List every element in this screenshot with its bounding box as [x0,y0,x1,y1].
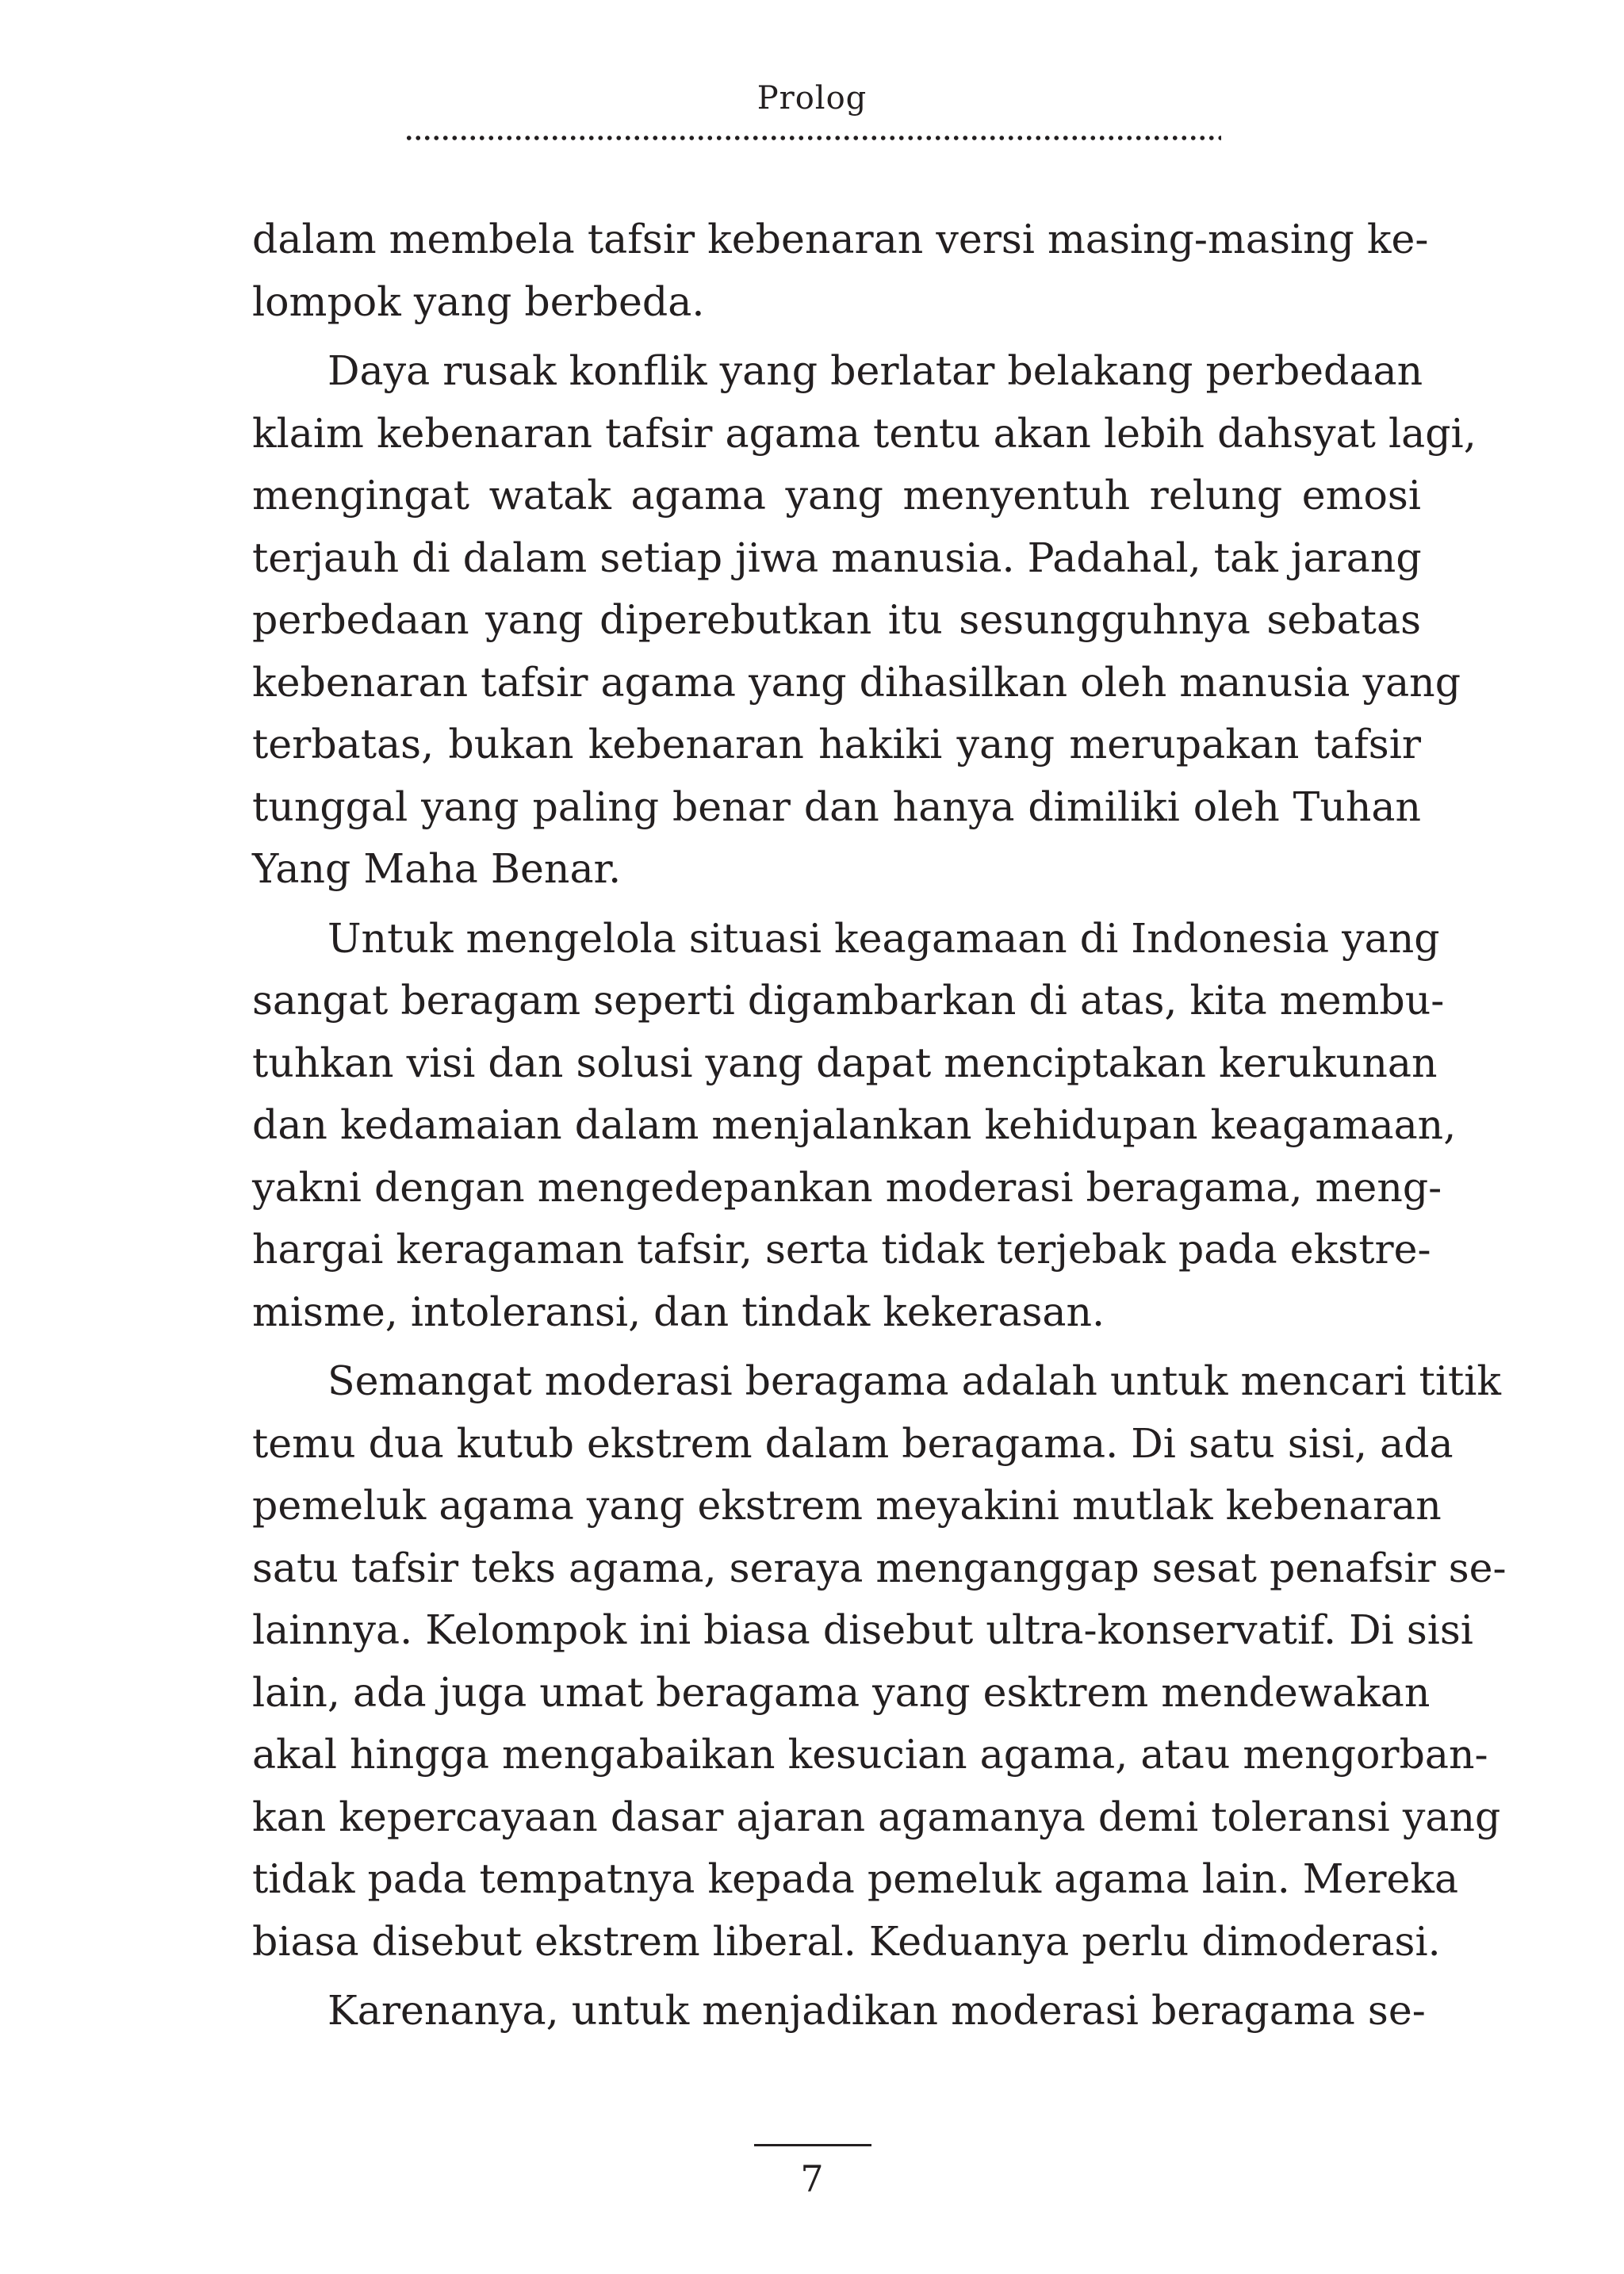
header-dotted-rule [404,135,1221,141]
text-line: klaim kebenaran tafsir agama tentu akan lebih dahsyat lagi, [252,409,1477,457]
text-line: mengingat watak agama yang menyentuh relung emosi [252,472,1421,519]
text-line: kan kepercayaan dasar ajaran agamanya demi toleransi yang [252,1793,1501,1840]
page-number-rule [754,2144,871,2146]
paragraph [252,209,1429,333]
text-line: pemeluk agama yang ekstrem meyakini mutlak kebenaran [252,1482,1442,1529]
text-line: tidak pada tempatnya kepada pemeluk agama lain. Mereka [252,1855,1459,1902]
page-number: 7 [800,2157,824,2200]
text-line: misme, intoleransi, dan tindak kekerasan. [252,1288,1105,1335]
text-line: Karenanya, untuk menjadikan moderasi beragama se- [327,1987,1426,2034]
text-line: Untuk mengelola situasi keagamaan di Indonesia yang [327,914,1440,962]
text-line: lain, ada juga umat beragama yang esktrem mendewakan [252,1668,1431,1716]
text-line: terbatas, bukan kebenaran hakiki yang merupakan tafsir [252,721,1421,768]
text-line: lompok yang berbeda. [252,278,705,325]
paragraph [252,1980,1426,2042]
body-text [252,209,1507,2050]
text-line: Daya rusak konflik yang berlatar belakang perbedaan [327,347,1423,394]
text-line: terjauh di dalam setiap jiwa manusia. Padahal, tak jarang [252,534,1422,581]
text-line: tunggal yang paling benar dan hanya dimiliki oleh Tuhan [252,783,1421,830]
paragraph [252,1350,1507,1973]
running-head-title: Prolog [756,80,868,117]
text-line: satu tafsir teks agama, seraya menganggap sesat penafsir se- [252,1544,1507,1591]
text-line: perbedaan yang diperebutkan itu sesungguhnya sebatas [252,596,1421,643]
text-line: biasa disebut ekstrem liberal. Keduanya perlu dimoderasi. [252,1917,1441,1965]
text-line: sangat beragam seperti digambarkan di atas, kita membu- [252,977,1445,1024]
text-line: akal hingga mengabaikan kesucian agama, atau mengorban- [252,1731,1488,1778]
text-line: yakni dengan mengedepankan moderasi beragama, meng- [252,1163,1442,1211]
text-line: kebenaran tafsir agama yang dihasilkan oleh manusia yang [252,658,1461,706]
text-line: tuhkan visi dan solusi yang dapat menciptakan kerukunan [252,1039,1438,1086]
text-line: Semangat moderasi beragama adalah untuk mencari titik [327,1357,1502,1404]
text-line: lainnya. Kelompok ini biasa disebut ultra-konservatif. Di sisi [252,1606,1473,1653]
paragraph [252,908,1457,1344]
text-line: temu dua kutub ekstrem dalam beragama. Di satu sisi, ada [252,1419,1454,1467]
text-line: Yang Maha Benar. [252,845,622,892]
paragraph [252,340,1477,901]
text-line: dalam membela tafsir kebenaran versi masing-masing ke- [252,216,1429,262]
text-line: dan kedamaian dalam menjalankan kehidupan keagamaan, [252,1101,1457,1148]
text-line: hargai keragaman tafsir, serta tidak terjebak pada ekstre- [252,1226,1431,1273]
